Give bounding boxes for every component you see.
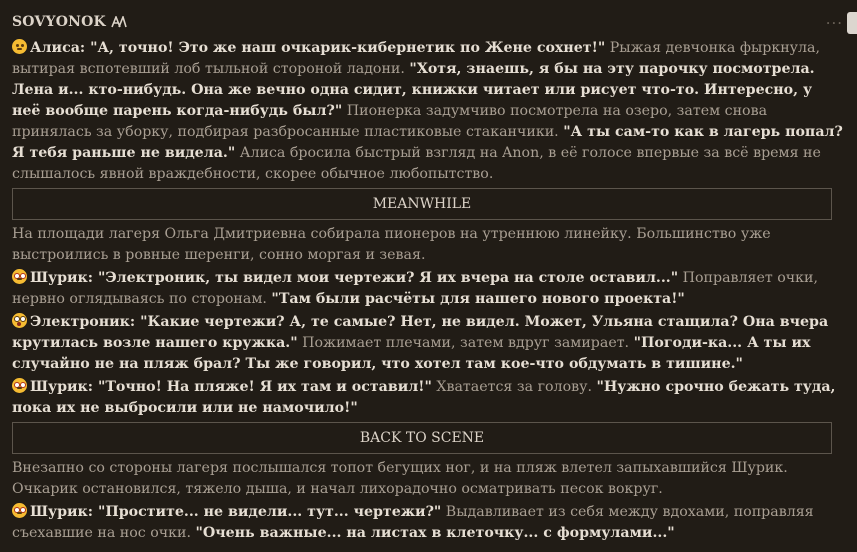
message-actions [826,12,857,34]
dialogue-text: "Какие чертежи? А, те самые? Нет, не видел. Может, Ульяна стащила? Она вчера крутилась возле нашего кружка." [12,314,829,351]
speaker-name: Шурик: [30,504,98,520]
speaker-name: Алиса: [30,40,91,56]
dialogue-text: "А, точно! Это же наш очкарик-кибернетик по Жене сохнет!" [90,40,606,56]
dialogue-text: "Нужно срочно бежать туда, пока их не выбросили или не намочило!" [12,379,836,416]
dialogue-text: "Электроник, ты видел мои чертежи? Я их вчера на столе оставил..." [97,270,679,286]
message-paragraph [12,224,844,266]
message-paragraph [12,458,844,500]
speaker-name: Шурик: [30,270,98,286]
message-body [12,38,844,546]
scene-divider: BACK TO SCENE [12,422,832,454]
narration-text: Внезапно со стороны лагеря послышался топот бегущих ног, и на пляж влетел запыхавшийся Шурик. Очкарик остановился, тяжело дыша, и начал лихорадочно осматривать песок вокруг. [12,460,788,497]
narration-text: Хватается за голову. [431,379,597,395]
speaker-name: Электроник: [30,314,141,330]
dialogue-text: "Очень важные... на листах в клеточку... с формулами..." [195,525,675,541]
dizzy-face-icon [12,269,27,284]
narration-text: Алиса бросила быстрый взгляд на Anon, в её голосе впервые за всё время не слышалось явной враждебности, скорее обычное любопытство. [12,145,821,182]
ai-model-icon [111,16,127,28]
dialogue-text: "Погоди-ка... А ты их случайно не на пляж брал? Ты же говорил, что хотел там кое-что обдумать в тишине." [12,335,811,372]
message-paragraph [12,312,844,375]
narration-text: Рыжая девчонка фыркнула, вытирая вспотевший лоб тыльной стороной ладони. [12,40,820,77]
narration-text: Пожимает плечами, затем вдруг замирает. [297,335,634,351]
dizzy-face-icon [12,503,27,518]
message-paragraph [12,38,844,185]
dialogue-text: "Простите... не видели... тут... чертежи?" [97,504,442,520]
scene-divider: MEANWHILE [12,188,832,220]
narration-text: На площади лагеря Ольга Дмитриевна собирала пионеров на утреннюю линейку. Большинство уже выстроились в ровные шеренги, сонно моргая и зевая. [12,226,771,263]
dialogue-text: "Хотя, знаешь, я бы на эту парочку посмотрела. Лена и... кто-нибудь. Она же вечно одна сидит, книжки читает или рисует что-то. Интересно, у неё вообще парень когда-нибудь был?" [12,61,815,119]
dizzy-face-icon [12,378,27,393]
speaker-name: Шурик: [30,379,98,395]
dialogue-text: "А ты сам-то как в лагерь попал? Я тебя раньше не видела." [12,124,843,161]
narration-text: Пионерка задумчиво посмотрела на озеро, затем снова принялась за уборку, подбирая разбросанные пластиковые стаканчики. [12,103,768,140]
dialogue-text: "Там были расчёты для нашего нового проекта!" [271,291,685,307]
message-paragraph [12,502,844,544]
smirk-face-icon [12,39,27,54]
scroll-handle[interactable] [847,12,857,34]
narration-text: Поправляет очки, нервно оглядываясь по сторонам. [12,270,819,307]
more-dots-icon[interactable]: ··· [825,14,843,32]
message-header [12,10,127,34]
message-paragraph [12,377,844,419]
message-paragraph [12,268,844,310]
shocked-face-icon [12,313,27,328]
author-name[interactable]: SOVYONOK [12,13,106,30]
narration-text: Выдавливает из себя между вдохами, поправляя съехавшие на нос очки. [12,504,814,541]
dialogue-text: "Точно! На пляже! Я их там и оставил!" [97,379,432,395]
